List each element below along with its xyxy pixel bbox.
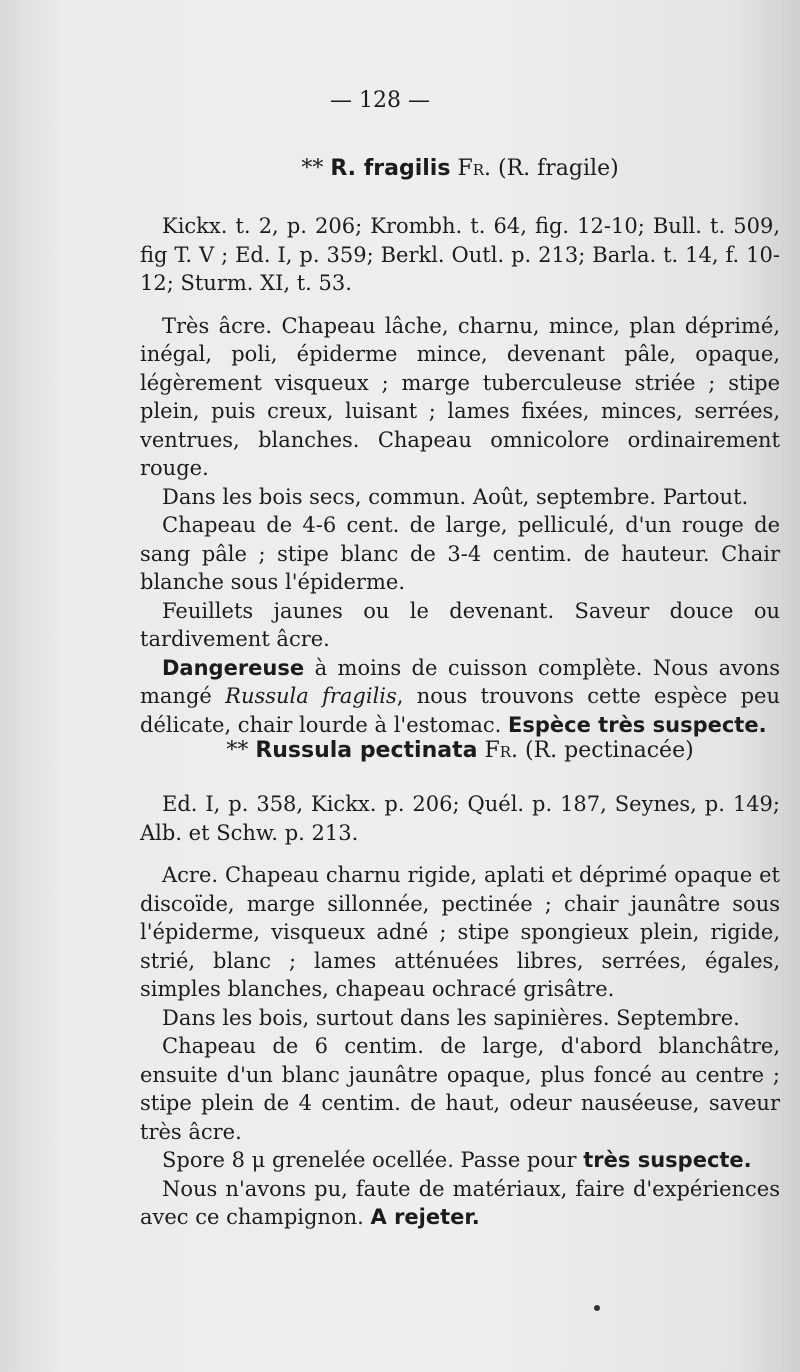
habitat-paragraph: Dans les bois secs, commun. Août, septembre. Partout. — [162, 484, 749, 509]
stars-marker: ** — [301, 156, 324, 181]
size-paragraph: Chapeau de 6 centim. de large, d'abord blanchâtre, ensuite d'un blanc jaunâtre opaque, plus foncé au centre ; stipe plein de 4 centim. de haut, odeur nauséeuse, saveur très âcre. — [140, 1034, 780, 1144]
spore-paragraph — [140, 1146, 780, 1175]
danger-label: Dangereuse — [162, 655, 305, 680]
references-paragraph: Ed. I, p. 358, Kickx. p. 206; Quél. p. 187, Seynes, p. 149; Alb. et Schw. p. 213. — [140, 792, 780, 845]
species-italic-name: Russula fragilis — [225, 684, 397, 708]
species-common-name: (R. pectinacée) — [525, 738, 694, 763]
final-text: Nous n'avons pu, faute de matériaux, faire d'expériences avec ce champignon. — [140, 1176, 780, 1229]
species-name: R. fragilis — [330, 156, 451, 181]
habitat-paragraph: Dans les bois, surtout dans les sapinières. Septembre. — [162, 1005, 740, 1030]
danger-paragraph — [140, 654, 780, 740]
species-common-name: (R. fragile) — [498, 156, 619, 181]
description-paragraph: Très âcre. Chapeau lâche, charnu, mince, plan déprimé, inégal, poli, épiderme mince, devenant pâle, opaque, légèrement visqueux ; marge tuberculeuse striée ; stipe plein, puis creux, luisant ; lames fixées, minces, serrées, ventrues, blanches. Chapeau omnicolore ordinairement rouge. — [140, 313, 780, 480]
print-speck — [594, 1305, 600, 1311]
description-paragraph: Acre. Chapeau charnu rigide, aplati et déprimé opaque et discoïde, marge sillonnée, pectinée ; chair jaunâtre sous l'épiderme, visqueux adné ; stipe spongieux plein, rigide, strié, blanc ; lames atténuées libres, serrées, égales, simples blanches, chapeau ochracé grisâtre. — [140, 863, 780, 1001]
species-heading-fragilis — [140, 155, 780, 184]
size-paragraph: Chapeau de 4-6 cent. de large, pelliculé, d'un rouge de sang pâle ; stipe blanc de 3-4 centim. de hauteur. Chair blanche sous l'épiderme. — [140, 513, 780, 594]
species-name: Russula pectinata — [255, 738, 478, 763]
danger-text-1: à moins de cuisson complète. Nous avons mangé — [140, 655, 780, 708]
spore-text: Spore 8 μ grenelée ocellée. Passe pour — [162, 1148, 577, 1172]
spore-verdict: très suspecte. — [583, 1148, 752, 1172]
danger-text-2: , nous trouvons cette espèce peu délicate, chair lourde à l'estomac. — [140, 684, 780, 737]
danger-verdict: Espèce très suspecte. — [508, 712, 767, 737]
final-verdict: A rejeter. — [370, 1205, 480, 1229]
final-paragraph — [140, 1175, 780, 1232]
species-author: Fr. — [457, 156, 491, 181]
species-author: Fr. — [484, 738, 519, 763]
taste-paragraph: Feuillets jaunes ou le devenant. Saveur douce ou tardivement âcre. — [140, 598, 780, 651]
references-paragraph: Kickx. t. 2, p. 206; Krombh. t. 64, fig. 12-10; Bull. t. 509, fig T. V ; Ed. I, p. 359; Berkl. Outl. p. 213; Barla. t. 14, f. 10-12; Sturm. XI, t. 53. — [140, 214, 780, 295]
stars-marker: ** — [226, 738, 249, 763]
species-body-pectinata — [140, 790, 780, 1232]
species-heading-pectinata — [140, 737, 780, 766]
species-body-fragilis — [140, 212, 780, 739]
page-number: — 128 — — [330, 88, 430, 113]
